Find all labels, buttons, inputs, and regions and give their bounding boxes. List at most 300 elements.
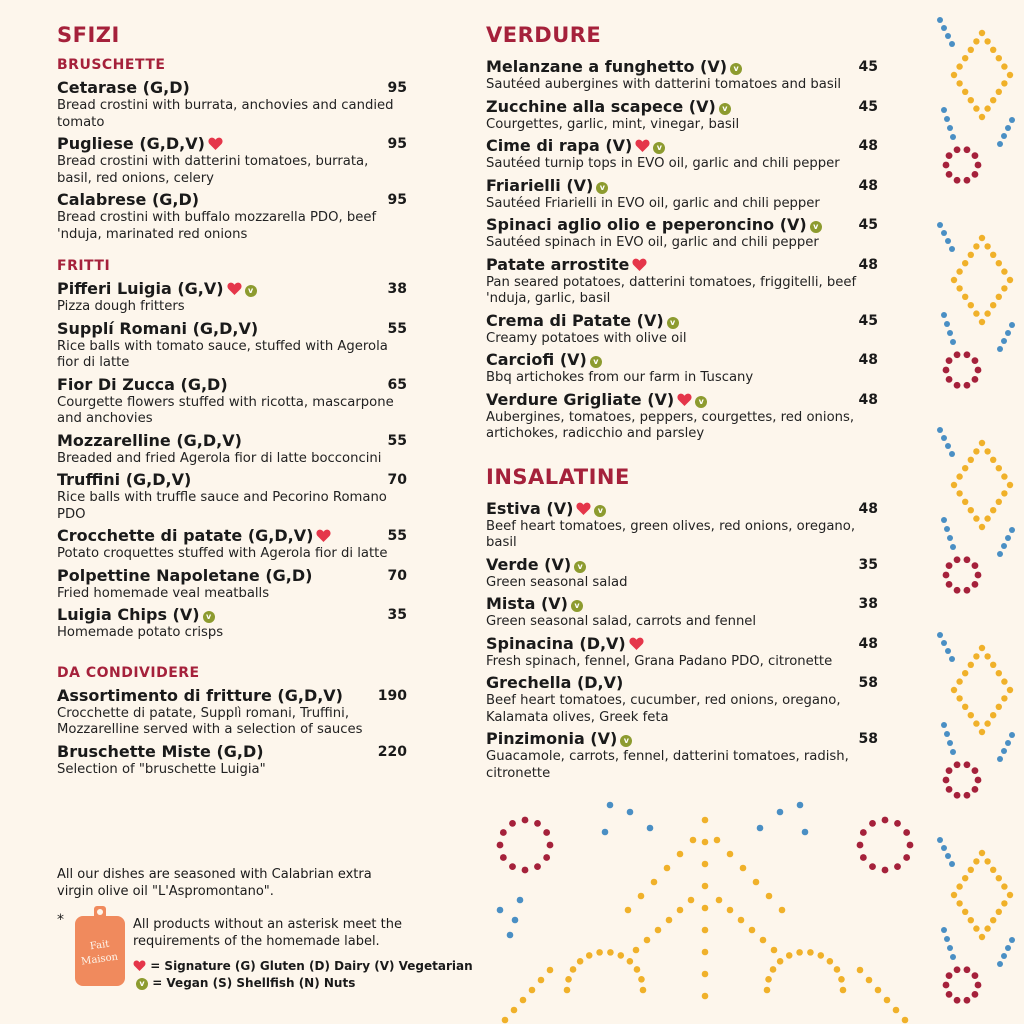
decor-dot xyxy=(860,854,867,861)
decor-dot xyxy=(973,243,979,249)
decor-dot xyxy=(749,927,756,934)
decor-dot xyxy=(973,858,979,864)
decor-dot xyxy=(577,958,584,965)
decor-dot xyxy=(968,252,974,258)
decor-dot xyxy=(947,330,953,336)
decor-dot xyxy=(907,842,914,849)
decor-dot xyxy=(990,252,996,258)
menu-item-description: Courgettes, garlic, mint, vinegar, basil xyxy=(486,116,740,132)
decor-dot xyxy=(602,829,609,836)
decor-dot xyxy=(956,285,962,291)
decor-dot xyxy=(894,863,901,870)
decor-dot xyxy=(638,976,645,983)
decor-dot xyxy=(954,587,961,594)
menu-item xyxy=(486,97,878,134)
decor-dot xyxy=(962,260,968,266)
decor-dot xyxy=(702,839,709,846)
decor-dot xyxy=(702,993,709,1000)
decor-dot xyxy=(950,544,956,550)
decor-dot xyxy=(996,704,1002,710)
menu-item-price: 55 xyxy=(387,432,407,449)
decor-dot xyxy=(947,535,953,541)
decor-dot xyxy=(677,907,684,914)
menu-item xyxy=(57,375,407,428)
decor-dot xyxy=(893,1007,900,1014)
decor-dot xyxy=(943,162,950,169)
menu-item-name: Crema di Patate (V) xyxy=(486,310,664,330)
fritti-list xyxy=(57,279,407,642)
menu-item-description: Potato croquettes stuffed with Agerola fior di latte xyxy=(57,546,388,561)
decor-dot xyxy=(972,376,979,383)
menu-item-description: Breaded and fried Agerola fior di latte bocconcini xyxy=(57,450,382,466)
menu-item xyxy=(57,190,407,243)
decor-dot xyxy=(1001,678,1007,684)
menu-item-price: 65 xyxy=(387,376,407,393)
decor-dot xyxy=(984,448,990,454)
decor-dot xyxy=(702,883,709,890)
decor-dot xyxy=(1001,133,1007,139)
legend-line-2: = Vegan (S) Shellfish (N) Nuts xyxy=(152,976,356,990)
menu-item xyxy=(486,634,878,671)
decor-dot xyxy=(962,909,968,915)
menu-item-description: Selection of "bruschette Luigia" xyxy=(57,761,266,777)
decor-dot xyxy=(968,302,974,308)
decor-dot xyxy=(956,80,962,86)
decor-dot xyxy=(1007,277,1013,283)
decor-dot xyxy=(984,105,990,111)
decor-dot xyxy=(1001,883,1007,889)
decor-dot xyxy=(760,937,767,944)
decor-dot xyxy=(954,761,961,768)
menu-item xyxy=(486,136,878,173)
decor-dot xyxy=(860,829,867,836)
menu-item-description: Courgette flowers stuffed with ricotta, mascarpone and anchovies xyxy=(57,394,394,426)
menu-item-description: Creamy potatoes with olive oil xyxy=(486,330,687,346)
menu-item xyxy=(486,390,878,443)
menu-item-price: 55 xyxy=(387,320,407,337)
menu-item xyxy=(57,319,407,372)
decor-dot xyxy=(941,107,947,113)
decor-dot xyxy=(984,653,990,659)
decor-dot xyxy=(1007,687,1013,693)
menu-item-price: 38 xyxy=(387,281,407,297)
menu-item-name: Bruschette Miste (G,D) xyxy=(57,741,264,761)
menu-item-price: 95 xyxy=(387,192,407,208)
decor-dot xyxy=(770,966,777,973)
decor-dot xyxy=(634,966,641,973)
menu-item-price: 220 xyxy=(377,743,407,760)
decor-dot xyxy=(543,829,550,836)
menu-item-description: Homemade potato crisps xyxy=(57,625,224,640)
decor-dot xyxy=(950,954,956,960)
decor-dot xyxy=(964,761,971,768)
decor-dot xyxy=(664,865,671,872)
menu-item-name: Verde (V) xyxy=(486,554,572,574)
menu-item-name: Calabrese (G,D) xyxy=(57,190,200,209)
menu-item-description: Fried homemade veal meatballs xyxy=(57,585,270,601)
decor-dot xyxy=(973,515,979,521)
decor-dot xyxy=(951,72,957,78)
decor-dot xyxy=(962,670,968,676)
decor-dot xyxy=(984,515,990,521)
decor-dot xyxy=(973,310,979,316)
decor-dot xyxy=(954,351,961,358)
section-title-verdure: VERDURE xyxy=(486,23,602,47)
decor-dot xyxy=(945,443,951,449)
decor-dot xyxy=(949,246,955,252)
menu-item-description: Bread crostini with datterini tomatoes, burrata, basil, red onions, celery xyxy=(57,154,369,186)
decor-dot xyxy=(951,482,957,488)
decor-dot xyxy=(962,875,968,881)
vegan-icon: v xyxy=(594,505,606,517)
menu-item-name: Estiva (V) xyxy=(486,498,574,518)
decor-dot xyxy=(943,367,950,374)
decor-dot xyxy=(990,867,996,873)
menu-item-price: 58 xyxy=(858,675,878,691)
decor-dot xyxy=(547,842,554,849)
menu-item-price: 38 xyxy=(858,596,878,612)
menu-item-price: 45 xyxy=(858,98,878,115)
decor-dot xyxy=(866,977,873,984)
decor-dot xyxy=(956,678,962,684)
decor-dot xyxy=(964,351,971,358)
menu-item xyxy=(57,742,407,779)
decor-dot xyxy=(875,987,882,994)
decor-dot xyxy=(1005,535,1011,541)
decor-dot xyxy=(945,33,951,39)
decor-dot xyxy=(834,966,841,973)
menu-item-price: 48 xyxy=(858,391,878,408)
decor-dot xyxy=(943,572,950,579)
decor-dot xyxy=(968,662,974,668)
decor-dot xyxy=(973,653,979,659)
homemade-label-logo xyxy=(71,906,129,988)
decor-dot xyxy=(954,177,961,184)
menu-item-price: 35 xyxy=(858,556,878,573)
menu-item-description: Rice balls with tomato sauce, stuffed with Agerola fior di latte xyxy=(57,338,388,370)
decor-dot xyxy=(951,687,957,693)
decor-dot xyxy=(946,581,953,588)
decor-dot xyxy=(509,863,516,870)
decor-dot xyxy=(984,720,990,726)
decor-dot xyxy=(951,277,957,283)
decor-dot xyxy=(975,572,982,579)
decor-dot xyxy=(937,837,943,843)
decor-dot xyxy=(507,932,514,939)
decor-dot xyxy=(517,897,524,904)
decor-dot xyxy=(947,740,953,746)
decor-dot xyxy=(979,524,985,530)
decor-dot xyxy=(596,949,603,956)
decor-dot xyxy=(941,640,947,646)
decor-dot xyxy=(979,30,985,36)
decor-dot xyxy=(740,865,747,872)
decor-dot xyxy=(951,892,957,898)
decor-dot xyxy=(1001,900,1007,906)
heart-icon xyxy=(208,137,223,150)
decor-dot xyxy=(497,907,504,914)
decor-dot xyxy=(764,987,771,994)
menu-item-description: Beef heart tomatoes, cucumber, red onions, oregano, Kalamata olives, Greek feta xyxy=(486,693,841,725)
decor-dot xyxy=(502,1017,509,1024)
decor-dot xyxy=(902,1017,909,1024)
menu-item xyxy=(57,134,407,187)
decor-dot xyxy=(633,947,640,954)
insalatine-list xyxy=(486,499,878,783)
decor-dot xyxy=(997,961,1003,967)
decor-dot xyxy=(941,722,947,728)
decor-dot xyxy=(979,114,985,120)
decor-dot xyxy=(894,820,901,827)
decor-dot xyxy=(990,47,996,53)
decor-dot xyxy=(975,982,982,989)
decor-dot xyxy=(997,756,1003,762)
decor-dot xyxy=(1001,285,1007,291)
menu-item xyxy=(486,311,878,348)
decor-dot xyxy=(1005,330,1011,336)
decor-dot xyxy=(943,777,950,784)
decor-dot xyxy=(903,854,910,861)
decor-dot xyxy=(570,966,577,973)
decor-dot xyxy=(984,925,990,931)
vegan-icon: v xyxy=(136,978,148,990)
decor-dot xyxy=(500,829,507,836)
menu-item-name: Pifferi Luigia (G,V) xyxy=(57,279,224,298)
decor-dot xyxy=(1009,117,1015,123)
decor-dot xyxy=(996,875,1002,881)
decor-dot xyxy=(964,556,971,563)
verdure-list xyxy=(486,57,878,443)
decor-dot xyxy=(727,907,734,914)
menu-item-description: Pizza dough fritters xyxy=(57,299,185,314)
decor-dot xyxy=(534,863,541,870)
decor-dot xyxy=(943,982,950,989)
menu-item xyxy=(57,605,407,642)
legend-row-signature xyxy=(133,958,473,975)
decor-dot xyxy=(607,949,614,956)
decor-dot xyxy=(1009,322,1015,328)
decor-dot xyxy=(972,786,979,793)
decor-dot xyxy=(984,858,990,864)
heart-icon xyxy=(632,258,647,271)
decor-dot xyxy=(972,972,979,979)
subsection-title-da-condividere: DA CONDIVIDERE xyxy=(57,664,200,681)
decor-dot xyxy=(950,749,956,755)
decor-dot xyxy=(954,966,961,973)
decor-dot xyxy=(946,786,953,793)
decor-dot xyxy=(949,41,955,47)
decor-dot xyxy=(1001,748,1007,754)
decor-dot xyxy=(1009,732,1015,738)
svg-text:Maison: Maison xyxy=(80,951,119,968)
menu-item xyxy=(57,470,407,523)
legend-line-1: = Signature (G) Gluten (D) Dairy (V) Vegetarian xyxy=(150,959,473,973)
menu-item-name: Polpettine Napoletane (G,D) xyxy=(57,565,313,585)
decor-dot xyxy=(979,440,985,446)
menu-item-name: Pugliese (G,D,V) xyxy=(57,134,205,153)
vegan-icon: v xyxy=(574,561,586,573)
menu-item xyxy=(57,686,407,739)
decor-dot xyxy=(586,952,593,959)
decor-dot xyxy=(996,670,1002,676)
decor-dot xyxy=(937,222,943,228)
menu-item-name: Cetarase (G,D) xyxy=(57,78,190,97)
menu-item-description: Sautéed spinach in EVO oil, garlic and chili pepper xyxy=(486,235,819,250)
decor-dot xyxy=(1009,937,1015,943)
menu-item-price: 95 xyxy=(387,80,407,96)
decor-dot xyxy=(1007,482,1013,488)
decor-dot xyxy=(666,917,673,924)
decor-dot xyxy=(903,829,910,836)
decor-dot xyxy=(522,817,529,824)
decor-dot xyxy=(1001,268,1007,274)
vegan-icon: v xyxy=(653,142,665,154)
decor-dot xyxy=(1001,63,1007,69)
menu-item-price: 45 xyxy=(858,217,878,233)
decor-dot xyxy=(827,958,834,965)
menu-item-description: Aubergines, tomatoes, peppers, courgettes, red onions, artichokes, radicchio and parsley xyxy=(486,409,855,441)
decor-dot xyxy=(984,243,990,249)
decor-dot xyxy=(937,427,943,433)
decor-dot xyxy=(990,97,996,103)
decor-dot xyxy=(973,720,979,726)
decor-dot xyxy=(509,820,516,827)
menu-item-description: Sautéed Friarielli in EVO oil, garlic and chili pepper xyxy=(486,195,820,211)
decor-dot xyxy=(817,952,824,959)
decor-dot xyxy=(972,357,979,364)
menu-item-name: Melanzane a funghetto (V) xyxy=(486,57,728,76)
decor-dot xyxy=(529,987,536,994)
decor-dot xyxy=(947,945,953,951)
decor-dot xyxy=(964,177,971,184)
decor-dot xyxy=(857,842,864,849)
decor-dot xyxy=(949,861,955,867)
decor-dot xyxy=(1005,945,1011,951)
decor-dot xyxy=(968,97,974,103)
decor-dot xyxy=(954,556,961,563)
menu-item-description: Sautéed turnip tops in EVO oil, garlic and chili pepper xyxy=(486,156,840,171)
decor-dot xyxy=(972,767,979,774)
menu-item xyxy=(57,78,407,131)
decorative-dot-border-right xyxy=(930,0,1024,1024)
decor-dot xyxy=(937,632,943,638)
menu-item-description: Bread crostini with burrata, anchovies and candied tomato xyxy=(57,98,394,130)
decor-dot xyxy=(617,952,624,959)
heart-icon xyxy=(635,139,650,152)
decor-dot xyxy=(882,817,889,824)
decor-dot xyxy=(941,312,947,318)
menu-item-name: Patate arrostite xyxy=(486,254,630,274)
decorative-dot-pattern-bottom xyxy=(480,800,930,1024)
decor-dot xyxy=(702,817,709,824)
decor-dot xyxy=(1007,72,1013,78)
decor-dot xyxy=(796,949,803,956)
vegan-icon: v xyxy=(596,182,608,194)
decor-dot xyxy=(950,339,956,345)
decor-dot xyxy=(968,712,974,718)
menu-item-name: Mozzarelline (G,D,V) xyxy=(57,430,242,450)
left-column xyxy=(57,22,407,781)
decor-dot xyxy=(962,294,968,300)
decor-dot xyxy=(990,662,996,668)
decor-dot xyxy=(511,1007,518,1014)
menu-item xyxy=(486,729,878,782)
decor-dot xyxy=(997,141,1003,147)
decor-dot xyxy=(802,829,809,836)
decor-dot xyxy=(779,907,786,914)
decor-dot xyxy=(937,17,943,23)
menu-item-price: 48 xyxy=(858,500,878,517)
heart-icon xyxy=(576,502,591,515)
decor-dot xyxy=(990,507,996,513)
vegan-icon: v xyxy=(695,396,707,408)
decor-dot xyxy=(956,900,962,906)
heart-icon xyxy=(316,529,331,542)
decor-dot xyxy=(786,952,793,959)
decor-dot xyxy=(638,893,645,900)
condividere-list xyxy=(57,686,407,779)
decor-dot xyxy=(522,867,529,874)
decor-dot xyxy=(972,171,979,178)
vegan-icon: v xyxy=(719,103,731,115)
decor-dot xyxy=(979,850,985,856)
decor-dot xyxy=(962,465,968,471)
decor-dot xyxy=(651,879,658,886)
decor-dot xyxy=(954,997,961,1004)
decor-dot xyxy=(738,917,745,924)
decor-dot xyxy=(941,230,947,236)
decor-dot xyxy=(996,465,1002,471)
decor-dot xyxy=(990,712,996,718)
decor-dot xyxy=(565,976,572,983)
decor-dot xyxy=(964,792,971,799)
decor-dot xyxy=(765,976,772,983)
heart-icon xyxy=(133,960,146,971)
decor-dot xyxy=(944,116,950,122)
menu-item xyxy=(486,255,878,308)
decor-dot xyxy=(996,89,1002,95)
menu-item-name: Verdure Grigliate (V) xyxy=(486,389,675,409)
decor-dot xyxy=(857,967,864,974)
heart-icon xyxy=(227,282,242,295)
decor-dot xyxy=(1001,338,1007,344)
decor-dot xyxy=(979,319,985,325)
menu-item-name: Pinzimonia (V) xyxy=(486,729,618,748)
vegan-icon: v xyxy=(620,735,632,747)
menu-item xyxy=(57,566,407,603)
menu-item-name: Truffini (G,D,V) xyxy=(57,470,192,489)
decor-dot xyxy=(947,125,953,131)
decor-dot xyxy=(997,551,1003,557)
decor-dot xyxy=(984,38,990,44)
decor-dot xyxy=(716,897,723,904)
menu-item xyxy=(486,176,878,213)
decor-dot xyxy=(941,25,947,31)
decor-dot xyxy=(945,648,951,654)
decor-dot xyxy=(972,991,979,998)
decor-dot xyxy=(941,927,947,933)
right-column xyxy=(486,22,878,785)
decor-dot xyxy=(534,820,541,827)
decor-dot xyxy=(500,854,507,861)
decor-dot xyxy=(949,656,955,662)
decor-dot xyxy=(941,435,947,441)
legend xyxy=(133,958,473,992)
decor-dot xyxy=(990,302,996,308)
decor-dot xyxy=(757,825,764,832)
menu-item-price: 48 xyxy=(858,256,878,273)
decor-dot xyxy=(945,853,951,859)
